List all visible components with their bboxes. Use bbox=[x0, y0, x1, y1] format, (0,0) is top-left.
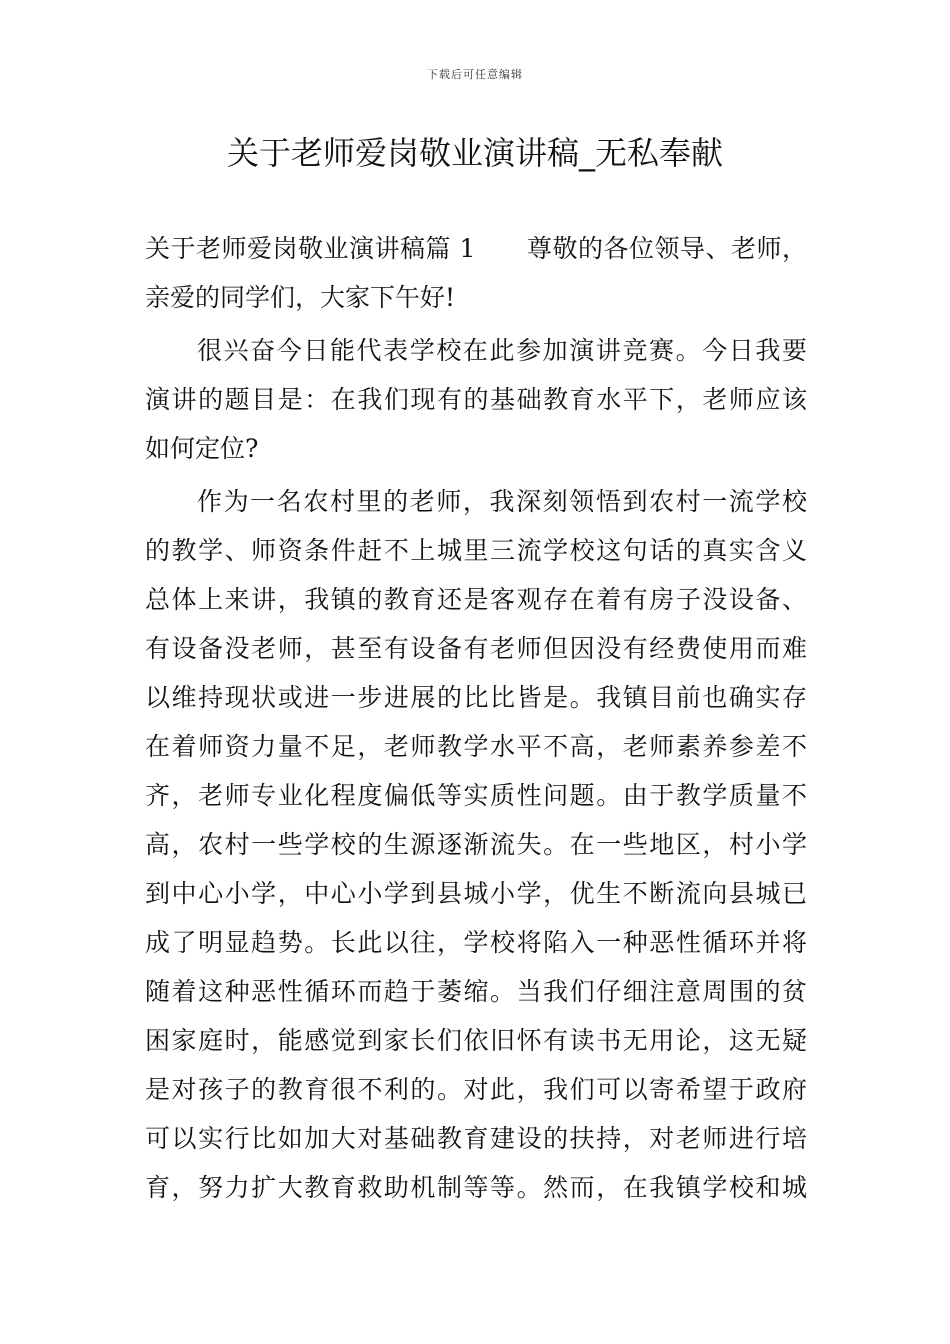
text-line: 齐，老师专业化程度偏低等实质性问题。由于教学质量不 bbox=[145, 781, 807, 810]
header-note: 下载后可任意编辑 bbox=[427, 68, 523, 81]
text-line: 随着这种恶性循环而趋于萎缩。当我们仔细注意周围的贫 bbox=[145, 977, 807, 1006]
text-line: 成了明显趋势。长此以往，学校将陷入一种恶性循环并将 bbox=[145, 928, 807, 957]
text-line: 有设备没老师，甚至有设备有老师但因没有经费使用而难 bbox=[145, 634, 807, 663]
document-title: 关于老师爱岗敬业演讲稿_无私奉献 bbox=[226, 134, 723, 172]
text-line: 困家庭时，能感觉到家长们依旧怀有读书无用论，这无疑 bbox=[145, 1026, 807, 1055]
text-line: 作为一名农村里的老师，我深刻领悟到农村一流学校 bbox=[197, 487, 807, 516]
text-line: 亲爱的同学们，大家下午好! bbox=[145, 283, 456, 312]
text-line: 育，努力扩大教育救助机制等等。然而，在我镇学校和城 bbox=[145, 1173, 807, 1202]
text-line: 可以实行比如加大对基础教育建设的扶持，对老师进行培 bbox=[145, 1124, 807, 1153]
text-line: 是对孩子的教育很不利的。对此，我们可以寄希望于政府 bbox=[145, 1075, 807, 1104]
text-line: 关于老师爱岗敬业演讲稿篇 1 尊敬的各位领导、老师， bbox=[145, 234, 807, 263]
document-body bbox=[145, 229, 807, 1217]
text-line: 在着师资力量不足，老师教学水平不高，老师素养参差不 bbox=[145, 732, 807, 761]
text-line: 到中心小学，中心小学到县城小学，优生不断流向县城已 bbox=[145, 879, 807, 908]
text-line: 很兴奋今日能代表学校在此参加演讲竞赛。今日我要 bbox=[197, 336, 807, 365]
text-line: 以维持现状或进一步进展的比比皆是。我镇目前也确实存 bbox=[145, 683, 807, 712]
text-line: 演讲的题目是：在我们现有的基础教育水平下，老师应该 bbox=[145, 385, 807, 414]
text-line: 高，农村一些学校的生源逐渐流失。在一些地区，村小学 bbox=[145, 830, 807, 859]
text-line: 总体上来讲，我镇的教育还是客观存在着有房子没设备、 bbox=[145, 585, 807, 614]
text-line: 的教学、师资条件赶不上城里三流学校这句话的真实含义 bbox=[145, 536, 807, 565]
text-line: 如何定位? bbox=[145, 434, 259, 463]
